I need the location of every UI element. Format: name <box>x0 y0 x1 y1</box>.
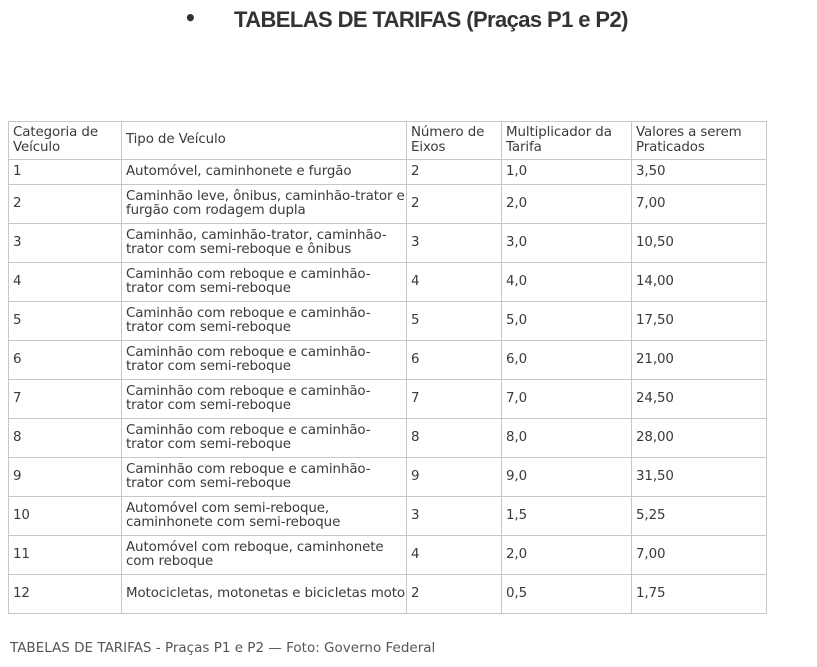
header-multiplicador: Multiplicador da Tarifa <box>502 122 632 160</box>
cell-valor: 21,00 <box>632 341 767 380</box>
cell-valor: 17,50 <box>632 302 767 341</box>
cell-valor: 10,50 <box>632 224 767 263</box>
cell-eixos: 3 <box>407 497 502 536</box>
cell-multiplicador: 8,0 <box>502 419 632 458</box>
cell-categoria: 4 <box>9 263 122 302</box>
cell-tipo: Caminhão, caminhão-trator, caminhão-trator com semi-reboque e ônibus <box>122 224 407 263</box>
cell-valor: 28,00 <box>632 419 767 458</box>
table-row <box>9 185 767 224</box>
cell-eixos: 2 <box>407 575 502 614</box>
cell-eixos: 8 <box>407 419 502 458</box>
cell-categoria: 5 <box>9 302 122 341</box>
cell-eixos: 5 <box>407 302 502 341</box>
cell-tipo: Automóvel com reboque, caminhonete com reboque <box>122 536 407 575</box>
cell-tipo: Caminhão com reboque e caminhão-trator com semi-reboque <box>122 302 407 341</box>
table-row <box>9 419 767 458</box>
cell-categoria: 7 <box>9 380 122 419</box>
table-row <box>9 341 767 380</box>
table-body <box>9 160 767 614</box>
cell-eixos: 7 <box>407 380 502 419</box>
cell-multiplicador: 4,0 <box>502 263 632 302</box>
cell-multiplicador: 5,0 <box>502 302 632 341</box>
cell-tipo: Motocicletas, motonetas e bicicletas moto <box>122 575 407 614</box>
image-caption: TABELAS DE TARIFAS - Praças P1 e P2 — Foto: Governo Federal <box>10 640 436 656</box>
cell-multiplicador: 9,0 <box>502 458 632 497</box>
cell-multiplicador: 6,0 <box>502 341 632 380</box>
cell-eixos: 2 <box>407 185 502 224</box>
cell-valor: 3,50 <box>632 160 767 185</box>
header-tipo: Tipo de Veículo <box>122 122 407 160</box>
cell-multiplicador: 7,0 <box>502 380 632 419</box>
header-valores: Valores a serem Praticados <box>632 122 767 160</box>
cell-multiplicador: 2,0 <box>502 185 632 224</box>
cell-valor: 14,00 <box>632 263 767 302</box>
cell-eixos: 2 <box>407 160 502 185</box>
cell-categoria: 8 <box>9 419 122 458</box>
cell-tipo: Caminhão com reboque e caminhão-trator com semi-reboque <box>122 380 407 419</box>
table-row <box>9 160 767 185</box>
cell-multiplicador: 1,0 <box>502 160 632 185</box>
cell-tipo: Automóvel com semi-reboque, caminhonete com semi-reboque <box>122 497 407 536</box>
header-eixos: Número de Eixos <box>407 122 502 160</box>
header-categoria: Categoria de Veículo <box>9 122 122 160</box>
table-row <box>9 575 767 614</box>
cell-eixos: 3 <box>407 224 502 263</box>
page-heading <box>0 4 817 34</box>
cell-valor: 1,75 <box>632 575 767 614</box>
cell-multiplicador: 1,5 <box>502 497 632 536</box>
cell-tipo: Caminhão leve, ônibus, caminhão-trator e furgão com rodagem dupla <box>122 185 407 224</box>
cell-categoria: 10 <box>9 497 122 536</box>
table-row <box>9 380 767 419</box>
cell-valor: 24,50 <box>632 380 767 419</box>
cell-eixos: 6 <box>407 341 502 380</box>
cell-valor: 31,50 <box>632 458 767 497</box>
cell-categoria: 12 <box>9 575 122 614</box>
cell-categoria: 3 <box>9 224 122 263</box>
tariff-table-image <box>8 121 768 621</box>
cell-tipo: Caminhão com reboque e caminhão-trator com semi-reboque <box>122 263 407 302</box>
cell-tipo: Automóvel, caminhonete e furgão <box>122 160 407 185</box>
table-header-row <box>9 122 767 160</box>
cell-categoria: 1 <box>9 160 122 185</box>
cell-categoria: 11 <box>9 536 122 575</box>
table-row <box>9 536 767 575</box>
table-row <box>9 263 767 302</box>
cell-multiplicador: 3,0 <box>502 224 632 263</box>
tariff-table <box>8 121 767 614</box>
cell-eixos: 4 <box>407 263 502 302</box>
page-title: TABELAS DE TARIFAS (Praças P1 e P2) <box>234 7 628 32</box>
cell-valor: 7,00 <box>632 536 767 575</box>
cell-tipo: Caminhão com reboque e caminhão-trator com semi-reboque <box>122 419 407 458</box>
table-row <box>9 458 767 497</box>
cell-eixos: 9 <box>407 458 502 497</box>
cell-categoria: 2 <box>9 185 122 224</box>
cell-tipo: Caminhão com reboque e caminhão-trator com semi-reboque <box>122 458 407 497</box>
table-row <box>9 302 767 341</box>
cell-tipo: Caminhão com reboque e caminhão-trator com semi-reboque <box>122 341 407 380</box>
table-row <box>9 224 767 263</box>
cell-multiplicador: 2,0 <box>502 536 632 575</box>
table-row <box>9 497 767 536</box>
cell-multiplicador: 0,5 <box>502 575 632 614</box>
bullet-marker: • <box>184 6 197 30</box>
cell-categoria: 9 <box>9 458 122 497</box>
cell-valor: 5,25 <box>632 497 767 536</box>
cell-categoria: 6 <box>9 341 122 380</box>
cell-valor: 7,00 <box>632 185 767 224</box>
cell-eixos: 4 <box>407 536 502 575</box>
